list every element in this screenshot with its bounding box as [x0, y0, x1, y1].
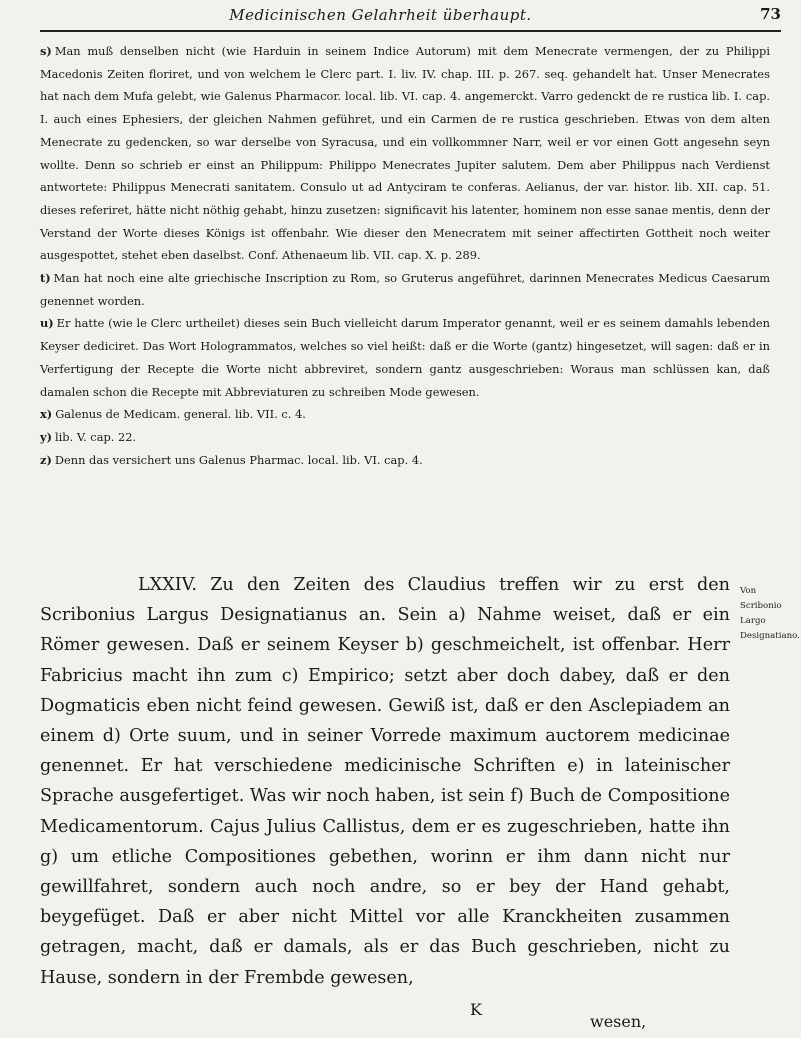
signature-mark: K — [470, 1000, 482, 1019]
footnote-t — [40, 267, 770, 312]
footnote-text: Man hat noch eine alte griechische Inscription zu Rom, so Gruterus angeführet, darinnen Menecrates Medicus Caesarum genennet worden. — [40, 271, 770, 308]
footnote-z — [40, 449, 770, 472]
footnote-u — [40, 312, 770, 403]
footnote-x — [40, 403, 770, 426]
footnote-text: lib. V. cap. 22. — [55, 429, 137, 444]
page-header — [40, 4, 781, 32]
main-text — [40, 570, 730, 993]
footnote-marker: x) — [40, 407, 53, 422]
footnotes — [40, 40, 770, 471]
footnote-y — [40, 426, 770, 449]
catchword: wesen, — [590, 1012, 647, 1031]
footnote-marker: y) — [40, 429, 53, 444]
footnote-text: Man muß denselben nicht (wie Harduin in seinem Indice Autorum) mit dem Menecrate vermengen, der zu Philippi Macedonis Zeiten floriret, und von welchem le Clerc part. I. liv. IV. chap. III. p. 267. seq. gehandelt hat. Unser Menecrates hat nach dem Mufa gelebt, wie Galenus Pharmacor. local. lib. VI. cap. 4. angemerckt. Varro gedenckt de re rustica lib. I. cap. I. auch eines Ephesiers, der gleichen Nahmen geführet, und ein Carmen de re rustica geschrieben. Etwas von dem alten Menecrate zu gedencken, so war derselbe von Syracusa, und ein vollkommner Narr, weil er vor einen Gott angesehn seyn wollte. Denn so schrieb er einst an Philippum: Philippo Menecrates Jupiter salutem. Dem aber Philippus nach Verdienst antwortete: Philippus Menecrati sanitatem. Consulo ut ad Antyciram te conferas. Aelianus, der var. histor. lib. XII. cap. 51. dieses referiret, hätte nicht nöthig gehabt, hinzu zusetzen: significavit his latenter, hominem non esse sanae mentis, denn der Verstand der Worte dieses Königs ist offenbahr. Wie dieser den Menecratem mit seiner affectirten Gottheit noch weiter ausgespottet, stehet eben daselbst. Conf. Athenaeum lib. VII. cap. X. p. 289. — [40, 44, 770, 263]
margin-note: Von Scribonio Largo Designatiano. — [740, 586, 800, 641]
running-head: Medicinischen Gelahrheit überhaupt. — [229, 6, 532, 24]
footnote-marker: t) — [40, 271, 51, 286]
footnote-marker: z) — [40, 452, 52, 467]
footnote-marker: s) — [40, 44, 52, 58]
footnote-marker: u) — [40, 316, 54, 331]
footnote-text: Er hatte (wie le Clerc urtheilet) dieses sein Buch vielleicht darum Imperator genannt, weil er es seinem damahls lebenden Keyser dediciret. Das Wort Hologrammatos, welches so viel heißt: daß er die Worte (gantz) hingesetzet, will sagen: daß er in Verfertigung der Recepte die Worte nicht abbreviret, sondern gantz ausgeschrieben: Woraus man schlüssen kan, daß damalen schon die Recepte mit Abbreviaturen zu schreiben Mode gewesen. — [40, 316, 770, 399]
page-number: 73 — [760, 5, 781, 23]
footnote-text: Denn das versichert uns Galenus Pharmac. local. lib. VI. cap. 4. — [54, 452, 423, 467]
footnote-s — [40, 40, 770, 267]
footnote-text: Galenus de Medicam. general. lib. VII. c. 4. — [55, 407, 306, 422]
section-paragraph: LXXIV. Zu den Zeiten des Claudius treffen wir zu erst den Scribonius Largus Designatianus an. Sein a) Nahme weiset, daß er ein Römer gewesen. Daß er seinem Keyser b) geschmeichelt, ist offenbar. Herr Fabricius macht ihn zum c) Empirico; setzt aber doch dabey, daß er den Dogmaticis eben nicht feind gewesen. Gewiß ist, daß er den Asclepiadem an einem d) Orte suum, und in seiner Vorrede maximum auctorem medicinae genennet. Er hat verschiedene medicinische Schriften e) in lateinischer Sprache ausgefertiget. Was wir noch haben, ist sein f) Buch de Compositione Medicamentorum. Cajus Julius Callistus, dem er es zugeschrieben, hatte ihn g) um etliche Compositiones gebethen, worinn er ihm dann nicht nur gewillfahret, sondern auch noch andre, so er bey der Hand gehabt, beygefüget. Daß er aber nicht Mittel vor alle Kranckheiten zusammen getragen, macht, daß er damals, als er das Buch geschrieben, nicht zu Hause, sondern in der Frembde gewesen, — [40, 575, 730, 988]
